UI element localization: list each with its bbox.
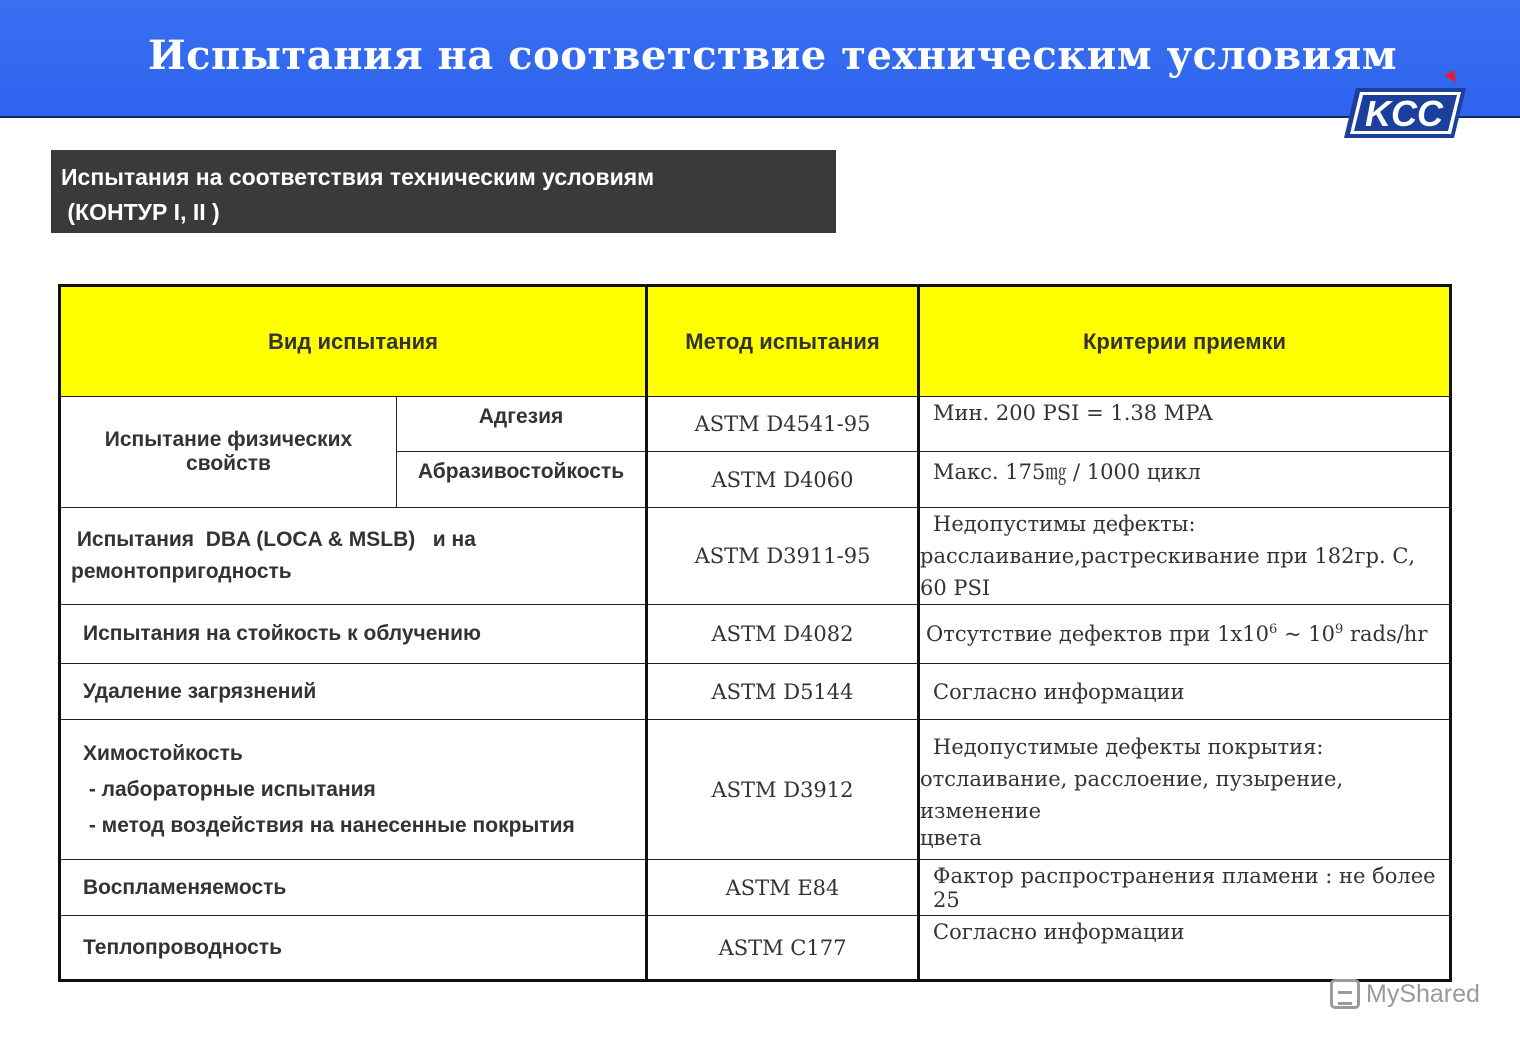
radiation-criteria-prefix: Отсутствие дефектов при 1x10	[926, 622, 1270, 646]
chemical-criteria	[919, 720, 1451, 860]
radiation-criteria	[919, 605, 1451, 664]
adhesion-criteria: Мин. 200 PSI = 1.38 MPA	[919, 397, 1451, 452]
radiation-method: ASTM D4082	[647, 605, 919, 664]
dba-criteria-line2: расслаивание,растрескивание при 182гр. С,	[920, 544, 1416, 568]
specs-table	[58, 284, 1452, 982]
abrasion-method: ASTM D4060	[647, 452, 919, 508]
radiation-criteria-suffix: rads/hr	[1343, 622, 1428, 646]
table-row	[60, 860, 1451, 916]
table-row	[60, 720, 1451, 860]
logo-text: KCC	[1365, 93, 1443, 134]
chemical-criteria-line1: Недопустимые дефекты покрытия:	[933, 734, 1324, 759]
chemical-type-line3: - метод воздействия на нанесенные покрытия	[83, 813, 575, 837]
dba-method: ASTM D3911-95	[647, 508, 919, 605]
table-row	[60, 397, 1451, 452]
dba-type-line1: Испытания DBA (LOCA & MSLB) и на	[71, 528, 476, 551]
dba-criteria	[919, 508, 1451, 605]
table-row	[60, 664, 1451, 720]
table-row	[60, 508, 1451, 605]
dba-criteria-line1: Недопустимы дефекты:	[933, 512, 1196, 536]
chemical-method: ASTM D3912	[647, 720, 919, 860]
dba-type-cell	[60, 508, 647, 605]
decontamination-method: ASTM D5144	[647, 664, 919, 720]
header-test-method: Метод испытания	[647, 286, 919, 397]
chemical-criteria-line2: отслаивание, расслоение, пузырение, изменение	[920, 766, 1344, 823]
table-row	[60, 916, 1451, 981]
physical-properties-cell: Испытание физических свойств	[60, 397, 397, 508]
watermark	[1330, 976, 1480, 1012]
section-heading	[51, 150, 836, 233]
decontamination-criteria: Согласно информации	[919, 664, 1451, 720]
chemical-type-cell	[60, 720, 647, 860]
section-heading-line2: (КОНТУР I, II )	[61, 199, 220, 225]
chemical-type-line1: Химостойкость	[83, 741, 243, 765]
page-title: Испытания на соответствие техническим условиям	[147, 32, 1398, 79]
chemical-criteria-line3: цвета	[920, 825, 982, 850]
flammability-type: Воспламеняемость	[60, 860, 647, 916]
flammability-method: ASTM E84	[647, 860, 919, 916]
table-row	[60, 605, 1451, 664]
flammability-criteria: Фактор распространения пламени : не более 25	[919, 860, 1451, 916]
thermal-method: ASTM C177	[647, 916, 919, 981]
section-heading-line1: Испытания на соответствия техническим условиям	[61, 164, 655, 190]
decontamination-type: Удаление загрязнений	[60, 664, 647, 720]
header-acceptance-criteria: Критерии приемки	[919, 286, 1451, 397]
dba-type-line2: ремонтопригодность	[71, 560, 292, 583]
chemical-type-line2: - лабораторные испытания	[83, 777, 376, 801]
adhesion-method: ASTM D4541-95	[647, 397, 919, 452]
myshared-icon	[1330, 979, 1360, 1009]
radiation-criteria-mid: ~ 10	[1277, 622, 1335, 646]
radiation-type: Испытания на стойкость к облучению	[60, 605, 647, 664]
abrasion-criteria: Макс. 175㎎ / 1000 цикл	[919, 452, 1451, 508]
kcc-logo	[1344, 70, 1466, 140]
adhesion-cell: Адгезия	[397, 397, 647, 452]
table-header-row	[60, 286, 1451, 397]
radiation-exp2: 9	[1334, 622, 1344, 637]
thermal-type: Теплопроводность	[60, 916, 647, 981]
dba-criteria-line3: 60 PSI	[920, 576, 991, 600]
abrasion-cell: Абразивостойкость	[397, 452, 647, 508]
radiation-exp1: 6	[1269, 622, 1278, 637]
watermark-text: MyShared	[1366, 979, 1480, 1008]
header-test-type: Вид испытания	[60, 286, 647, 397]
thermal-criteria: Согласно информации	[919, 916, 1451, 981]
